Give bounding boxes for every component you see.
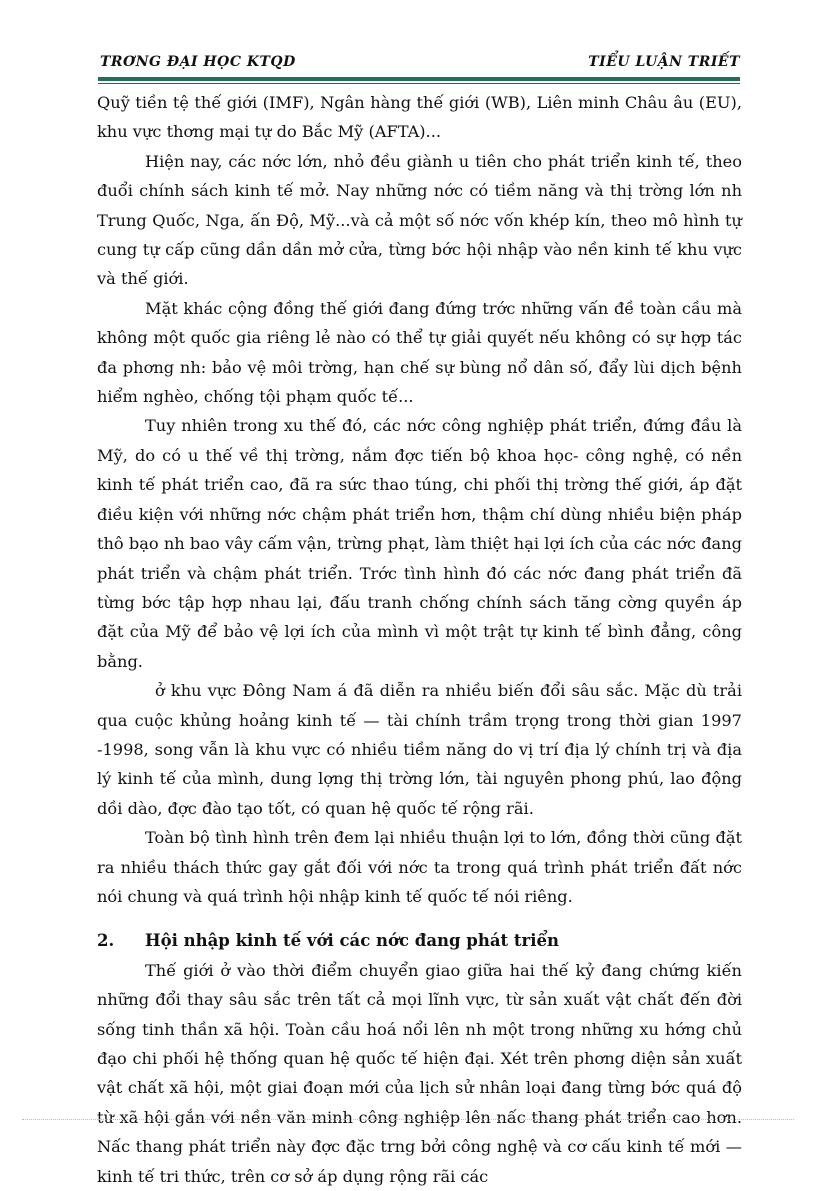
paragraph-3: Mặt khác cộng đồng thế giới đang đứng trớc những vấn đề toàn cầu mà không một quốc gia riêng lẻ nào có thể tự giải quyết nếu không có sự hợp tác đa phơng nh: bảo vệ môi trờng, hạn chế sự bùng nổ dân số, đẩy lùi dịch bệnh hiểm nghèo, chống tội phạm quốc tế...	[97, 298, 742, 407]
paragraph-1: Quỹ tiền tệ thế giới (IMF), Ngân hàng thế giới (WB), Liên minh Châu âu (EU), khu vực thơng mại tự do Bắc Mỹ (AFTA)...	[97, 93, 742, 142]
header-title: TIỂU LUẬN TRIẾT	[588, 54, 740, 70]
section-title: Hội nhập kinh tế với các nớc đang phát triển	[145, 931, 559, 951]
section-number: 2.	[97, 931, 115, 951]
paragraph-4: Tuy nhiên trong xu thế đó, các nớc công nghiệp phát triển, đứng đầu là Mỹ, do có u thế về thị trờng, nắm đợc tiến bộ khoa học- công nghệ, có nền kinh tế phát triển cao, đã ra sức thao túng, chi phối thị trờng thế giới, áp đặt điều kiện với những nớc chậm phát triển hơn, thậm chí dùng nhiều biện pháp thô bạo nh bao vây cấm vận, trừng phạt, làm thiệt hại lợi ích của các nớc đang phát triển và chậm phát triển. Trớc tình hình đó các nớc đang phát triển đã từng bớc tập hợp nhau lại, đấu tranh chống chính sách tăng cờng quyền áp đặt của Mỹ để bảo vệ lợi ích của mình vì một trật tự kinh tế bình đẳng, công bằng.	[97, 416, 742, 671]
section-heading	[97, 926, 742, 955]
header-rule-thin	[98, 83, 740, 84]
paragraph-7: Thế giới ở vào thời điểm chuyển giao giữa hai thế kỷ đang chứng kiến những đổi thay sâu sắc trên tất cả mọi lĩnh vực, từ sản xuất vật chất đến đời sống tinh thần xã hội. Toàn cầu hoá nổi lên nh một trong những xu hớng chủ đạo chi phối hệ thống quan hệ quốc tế hiện đại. Xét trên phơng diện sản xuất vật chất xã hội, một giai đoạn mới của lịch sử nhân loại đang từng bớc quá độ từ xã hội gắn với nền văn minh công nghiệp lên nấc thang phát triển cao hơn. Nấc thang phát triển này đợc đặc trng bởi công nghệ và cơ cấu kinh tế mới — kinh tế tri thức, trên cơ sở áp dụng rộng rãi các	[97, 960, 742, 1186]
document-body	[97, 88, 742, 1191]
paragraph-6: Toàn bộ tình hình trên đem lại nhiều thuận lợi to lớn, đồng thời cũng đặt ra nhiều thách thức gay gắt đối với nớc ta trong quá trình phát triển đất nớc nói chung và quá trình hội nhập kinh tế quốc tế nói riêng.	[97, 828, 742, 906]
page-header	[100, 54, 740, 78]
paragraph-5: ở khu vực Đông Nam á đã diễn ra nhiều biến đổi sâu sắc. Mặc dù trải qua cuộc khủng hoảng kinh tế — tài chính trầm trọng trong thời gian 1997 -1998, song vẫn là khu vực có nhiều tiềm năng do vị trí địa lý chính trị và địa lý kinh tế của mình, dung lợng thị trờng lớn, tài nguyên phong phú, lao động dồi dào, đợc đào tạo tốt, có quan hệ quốc tế rộng rãi.	[97, 681, 742, 818]
header-rule-thick	[98, 77, 740, 81]
footer-rule	[22, 1119, 794, 1120]
paragraph-2: Hiện nay, các nớc lớn, nhỏ đều giành u tiên cho phát triển kinh tế, theo đuổi chính sách kinh tế mở. Nay những nớc có tiềm năng và thị trờng lớn nh Trung Quốc, Nga, ấn Độ, Mỹ...và cả một số nớc vốn khép kín, theo mô hình tự cung tự cấp cũng dần dần mở cửa, từng bớc hội nhập vào nền kinh tế khu vực và thế giới.	[97, 151, 742, 289]
header-school: TRƠNG ĐẠI HỌC KTQD	[100, 54, 296, 70]
